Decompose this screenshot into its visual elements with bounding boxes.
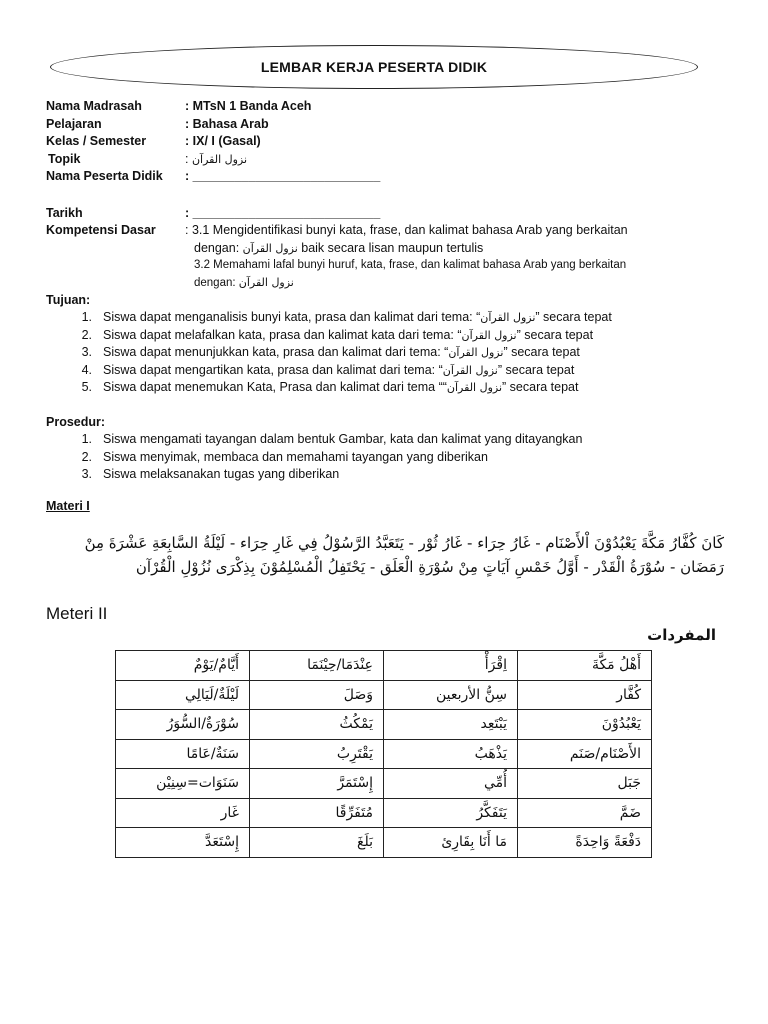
item-text-end: ” secara tepat xyxy=(497,362,575,377)
kd1-post: baik secara lisan maupun tertulis xyxy=(297,240,484,255)
table-cell: غَار xyxy=(116,798,250,828)
item-arabic: نزول القرآن xyxy=(446,381,503,394)
item-text-end: ” secara tepat xyxy=(516,327,594,342)
kd2-pre: dengan: xyxy=(194,276,239,289)
item-text: Siswa melaksanakan tugas yang diberikan xyxy=(103,467,340,481)
list-number: 2. xyxy=(81,327,92,342)
kd2-line-b xyxy=(46,274,726,292)
list-number: 5. xyxy=(81,380,92,394)
table-cell: أُمِّي xyxy=(384,769,518,799)
table-cell: إِسْتَعَدَّ xyxy=(116,828,250,858)
item-arabic: نزول القرآن xyxy=(442,363,498,377)
table-cell: عِنْدَمَا/حِيْنَمَا xyxy=(250,651,384,681)
item-text: Siswa dapat melafalkan kata, prasa dan kalimat kata dari tema: “ xyxy=(103,327,462,342)
table-row xyxy=(116,798,652,828)
table-cell: كُفَّار xyxy=(518,680,652,710)
tarikh-row xyxy=(46,205,726,223)
item-text: Siswa mengamati tayangan dalam bentuk Gambar, kata dan kalimat yang ditayangkan xyxy=(103,432,583,446)
table-cell: يَمْكُثُ xyxy=(250,710,384,740)
table-cell: وَصَلَ xyxy=(250,680,384,710)
item-text: Siswa dapat mengartikan kata, prasa dan kalimat dari tema: “ xyxy=(103,362,443,377)
prosedur-list xyxy=(46,431,726,484)
list-number: 3. xyxy=(81,467,92,481)
tujuan-list xyxy=(46,309,726,397)
peserta-label: Nama Peserta Didik xyxy=(46,169,163,183)
kd-row xyxy=(46,222,726,240)
topik-label: Topik xyxy=(48,151,81,166)
tujuan-heading: Tujuan: xyxy=(46,292,91,307)
kelas-value: : IX/ I (Gasal) xyxy=(185,134,261,148)
vocabulary-table xyxy=(115,650,652,858)
list-number: 3. xyxy=(81,345,92,359)
table-cell: بَلَغَ xyxy=(250,828,384,858)
kd2-line-a: 3.2 Memahami lafal bunyi huruf, kata, frase, dan kalimat bahasa Arab yang berkaitan xyxy=(194,258,627,271)
table-cell: جَبَل xyxy=(518,769,652,799)
table-cell: يَقْتَرِبُ xyxy=(250,739,384,769)
kd-label: Kompetensi Dasar xyxy=(46,223,156,237)
table-cell: الأَصْنَام/صَنَم xyxy=(518,739,652,769)
table-cell: أَيَّامٌ/يَوْمٌ xyxy=(116,651,250,681)
item-arabic: نزول القرآن xyxy=(461,328,517,342)
list-item xyxy=(46,449,726,467)
materi1-arabic-text: كَانَ كُفَّارُ مَكَّةَ يَعْبُدُوْنَ اْلأَصْنَام - غَارُ حِرَاء - غَارُ ثُوْر - يَتَعَبَّدُ الرَّسُوْلُ فِي غَارِ حِرَاء - لَيْلَةُ السَّابِعَةِ عَشْرَةَ مِنْ رَمَضَان - سُوْرَةُ الْقَدْر - أَوَّلُ خَمْسِ آيَاتٍ مِنْ سُوْرَةِ الْعَلَق - يَحْتَفِلُ الْمُسْلِمُوْنَ بِذِكْرَى نُزُوْلِ الْقُرْآن xyxy=(84,534,724,576)
topik-row xyxy=(46,151,726,169)
item-text: Siswa dapat menemukan Kata, Prasa dan kalimat dari tema ““ xyxy=(103,380,447,394)
item-text: Siswa dapat menunjukkan kata, prasa dan kalimat dari tema: “ xyxy=(103,345,449,359)
topik-colon: : xyxy=(185,151,192,166)
list-item xyxy=(46,362,726,380)
topik-arabic: نزول القرآن xyxy=(191,152,248,166)
table-row xyxy=(116,769,652,799)
tarikh-value: : ___________________________ xyxy=(185,205,381,220)
page-title: LEMBAR KERJA PESERTA DIDIK xyxy=(260,59,488,75)
table-row xyxy=(116,680,652,710)
table-cell: إِسْتَمَرَّ xyxy=(250,769,384,799)
table-cell: سَنَوَات=سِنِيْن xyxy=(116,769,250,799)
table-cell: دَفْعَةً وَاحِدَةً xyxy=(518,828,652,858)
kelas-row xyxy=(46,133,726,151)
table-cell: سِنُّ الأربعين xyxy=(384,680,518,710)
table-cell: يَبْتَعِد xyxy=(384,710,518,740)
pelajaran-value: : Bahasa Arab xyxy=(185,116,269,131)
madrasah-label: Nama Madrasah xyxy=(46,99,142,113)
table-cell: يَذْهَبُ xyxy=(384,739,518,769)
kd1-line-b xyxy=(46,240,726,257)
table-cell: مَا أَنَا بِقَارِئ xyxy=(384,828,518,858)
table-cell: ضَمَّ xyxy=(518,798,652,828)
table-row xyxy=(116,739,652,769)
table-cell: لَيْلَةٌ/لَيَالِي xyxy=(116,680,250,710)
list-number: 1. xyxy=(81,432,92,446)
item-text-end: ” secara tepat xyxy=(535,310,612,324)
table-cell: مُتَفَرِّقًا xyxy=(250,798,384,828)
topik-value xyxy=(185,151,247,169)
table-cell: يَتَفَكَّرُ xyxy=(384,798,518,828)
table-row xyxy=(116,828,652,858)
pelajaran-row xyxy=(46,116,726,134)
item-arabic: نزول القرآن xyxy=(448,346,504,359)
materi2-heading: Meteri II xyxy=(46,604,108,623)
pelajaran-label: Pelajaran xyxy=(46,116,102,131)
peserta-row xyxy=(46,168,726,186)
table-row xyxy=(116,651,652,681)
kd2-arabic: نزول القرآن xyxy=(238,275,294,289)
list-item xyxy=(46,431,726,449)
list-item xyxy=(46,327,726,345)
materi1-heading: Materi I xyxy=(46,499,90,513)
tarikh-label: Tarikh xyxy=(46,205,83,220)
kd1-pre: dengan: xyxy=(194,240,243,255)
table-cell: سَنَةٌ/عَامًا xyxy=(116,739,250,769)
title-oval xyxy=(50,45,698,89)
kelas-label: Kelas / Semester xyxy=(46,134,147,148)
item-text: Siswa dapat menganalisis bunyi kata, prasa dan kalimat dari tema: “ xyxy=(103,310,481,324)
list-item xyxy=(46,309,726,327)
table-row xyxy=(116,710,652,740)
kd1-arabic: نزول القرآن xyxy=(242,241,298,255)
item-text: Siswa menyimak, membaca dan memahami tayangan yang diberikan xyxy=(103,449,488,464)
table-cell: يَعْبُدُوْنَ xyxy=(518,710,652,740)
list-number: 2. xyxy=(81,449,92,464)
peserta-value: : ___________________________ xyxy=(185,169,381,183)
kd1-line-a: : 3.1 Mengidentifikasi bunyi kata, frase, dan kalimat bahasa Arab yang berkaitan xyxy=(185,223,628,237)
table-cell: سُوْرَةٌ/السُّوَرُ xyxy=(116,710,250,740)
item-text-end: ” secara tepat xyxy=(502,380,579,394)
prosedur-heading: Prosedur: xyxy=(46,414,106,429)
list-item xyxy=(46,344,726,362)
item-text-end: ” secara tepat xyxy=(503,345,580,359)
table-cell: اِقْرَأْ xyxy=(384,651,518,681)
table-cell: أَهْلُ مَكَّةَ xyxy=(518,651,652,681)
madrasah-value: : MTsN 1 Banda Aceh xyxy=(185,99,312,113)
info-section xyxy=(46,98,726,484)
list-item xyxy=(46,379,726,397)
madrasah-row xyxy=(46,98,726,116)
item-arabic: نزول القرآن xyxy=(480,311,536,324)
list-number: 1. xyxy=(81,310,92,324)
mufradat-heading: المفردات xyxy=(647,626,716,644)
list-item xyxy=(46,466,726,484)
list-number: 4. xyxy=(81,362,92,377)
